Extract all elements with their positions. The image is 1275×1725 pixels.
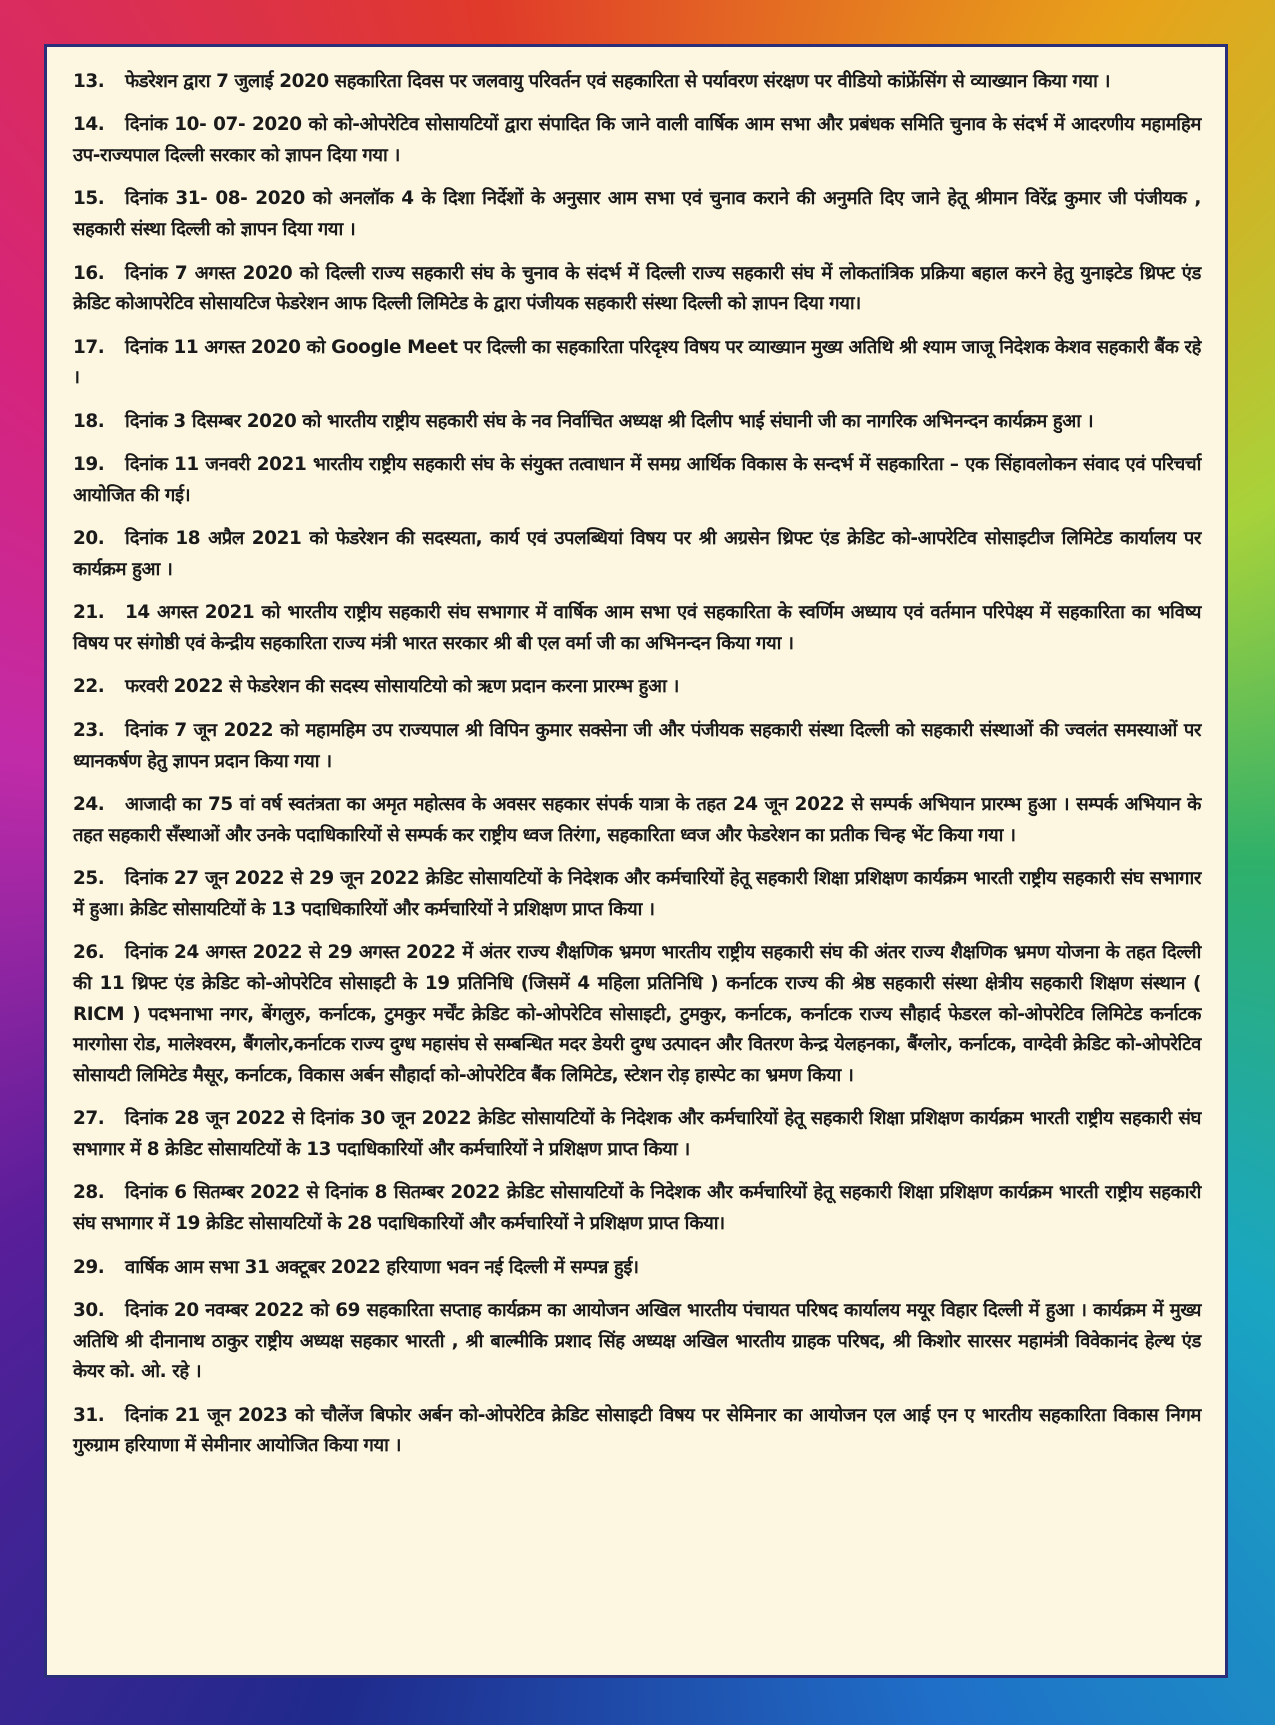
item-text: 14 अगस्त 2021 को भारतीय राष्ट्रीय सहकारी संघ सभागार में वार्षिक आम सभा एवं सहकारिता के स्वर्णिम अध्याय एवं वर्तमान परिपेक्ष्य में सहकारिता का भविष्य विषय पर संगोष्ठी एवं केन्द्रीय सहकारिता राज्य मंत्री भारत सरकार श्री बी एल वर्मा जी का अभिनन्दन किया गया । (73, 602, 1201, 655)
item-number: 21. (73, 602, 105, 624)
item-number: 18. (73, 410, 105, 432)
list-item (73, 1178, 1201, 1239)
item-number: 14. (73, 114, 105, 136)
item-number: 28. (73, 1182, 105, 1204)
item-text: फेडरेशन द्वारा 7 जुलाई 2020 सहकारिता दिवस पर जलवायु परिवर्तन एवं सहकारिता से पर्यावरण संरक्षण पर वीडियो कांफ्रेंसिंग से व्याख्यान किया गया । (125, 71, 1111, 92)
list-item (73, 1104, 1201, 1165)
document-panel (44, 44, 1228, 1678)
list-item (73, 110, 1201, 171)
item-text: दिनांक 27 जून 2022 से 29 जून 2022 क्रेडिट सोसायटियों के निदेशक और कर्मचारियों हेतू सहकारी शिक्षा प्रशिक्षण कार्यक्रम भारती राष्ट्रीय सहकारी संघ सभागार में हुआ। क्रेडिट सोसायटियों के 13 पदाधिकारियों और कर्मचारियों ने प्रशिक्षण प्राप्त किया । (73, 868, 1201, 920)
item-text: दिनांक 6 सितम्बर 2022 से दिनांक 8 सितम्बर 2022 क्रेडिट सोसायटियों के निदेशक और कर्मचारियों हेतू सहकारी शिक्षा प्रशिक्षण कार्यक्रम भारती राष्ट्रीय सहकारी संघ सभागार में 19 क्रेडिट सोसायटियों के 28 पदाधिकारियों और कर्मचारियों ने प्रशिक्षण प्राप्त किया। (73, 1182, 1201, 1235)
item-text: फरवरी 2022 से फेडरेशन की सदस्य सोसायटियो को ऋण प्रदान करना प्रारम्भ हुआ । (125, 676, 679, 698)
activity-list (73, 67, 1201, 1462)
list-item (73, 524, 1201, 585)
item-text: दिनांक 21 जून 2023 को चौलेंज बिफोर अर्बन को-ओपरेटिव क्रेडिट सोसाइटी विषय पर सेमिनार का आयोजन एल आई एन ए भारतीय सहकारिता विकास निगम गुरुग्राम हरियाणा में सेमीनार आयोजित किया गया । (73, 1404, 1201, 1457)
item-text: आजादी का 75 वां वर्ष स्वतंत्रता का अमृत महोत्सव के अवसर सहकार संपर्क यात्रा के तहत 24 जून 2022 से सम्पर्क अभियान प्रारम्भ हुआ । सम्पर्क अभियान के तहत सहकारी सँस्थाओं और उनके पदाधिकारियों से सम्पर्क कर राष्ट्रीय ध्वज तिरंगा, सहकारिता ध्वज और फेडरेशन का प्रतीक चिन्ह भेंट किया गया । (73, 793, 1201, 846)
list-item (73, 450, 1201, 511)
item-text: वार्षिक आम सभा 31 अक्टूबर 2022 हरियाणा भवन नई दिल्ली में सम्पन्न हुई। (125, 1256, 639, 1278)
item-number: 13. (73, 71, 105, 92)
list-item (73, 790, 1201, 851)
list-item (73, 938, 1201, 1092)
item-number: 15. (73, 188, 105, 210)
list-item (73, 716, 1201, 777)
item-number: 25. (73, 868, 105, 890)
item-number: 26. (73, 942, 105, 964)
item-number: 17. (73, 336, 105, 358)
item-number: 29. (73, 1256, 105, 1278)
item-text: दिनांक 31- 08- 2020 को अनलॉक 4 के दिशा निर्देशों के अनुसार आम सभा एवं चुनाव कराने की अनुमति दिए जाने हेतू श्रीमान विरेंद्र कुमार जी पंजीयक , सहकारी संस्था दिल्ली को ज्ञापन दिया गया । (73, 188, 1201, 241)
item-number: 22. (73, 676, 105, 698)
item-text: दिनांक 10- 07- 2020 को को-ओपरेटिव सोसायटियों द्वारा संपादित कि जाने वाली वार्षिक आम सभा और प्रबंधक समिति चुनाव के संदर्भ में आदरणीय महामहिम उप-राज्यपाल दिल्ली सरकार को ज्ञापन दिया गया । (73, 114, 1201, 167)
list-item (73, 864, 1201, 925)
list-item (73, 333, 1201, 394)
list-item (73, 67, 1201, 98)
list-item (73, 672, 1201, 703)
item-text: दिनांक 24 अगस्त 2022 से 29 अगस्त 2022 में अंतर राज्य शैक्षणिक भ्रमण भारतीय राष्ट्रीय सहकारी संघ की अंतर राज्य शैक्षणिक भ्रमण योजना के तहत दिल्ली की 11 थ्रिफ्ट एंड क्रेडिट को-ओपरेटिव सोसाइटी के 19 प्रतिनिधि (जिसमें 4 महिला प्रतिनिधि ) कर्नाटक राज्य की श्रेष्ठ सहकारी संस्था क्षेत्रीय सहकारी शिक्षण संस्थान ( RICM ) पदभनाभा नगर, बेंगलुरु, कर्नाटक, टुमकुर मर्चेंट क्रेडिट को-ओपरेटिव सोसाइटी, टुमकुर, कर्नाटक, कर्नाटक राज्य सौहार्द फेडरल को-ओपरेटिव लिमिटेड कर्नाटक मारगोसा रोड, मालेश्वरम, बैंगलोर,कर्नाटक राज्य दुग्ध महासंघ से सम्बन्धित मदर डेयरी दुग्ध उत्पादन और वितरण केन्द्र येलहनका, बैंग्लोर, कर्नाटक, वाग्देवी क्रेडिट को-ओपरेटिव सोसायटी लिमिटेड मैसूर, कर्नाटक, विकास अर्बन सौहार्दा को-ओपरेटिव बैंक लिमिटेड, स्टेशन रोड़ हास्पेट का भ्रमण किया । (73, 942, 1201, 1086)
item-text: दिनांक 3 दिसम्बर 2020 को भारतीय राष्ट्रीय सहकारी संघ के नव निर्वाचित अध्यक्ष श्री दिलीप भाई संघानी जी का नागरिक अभिनन्दन कार्यक्रम हुआ । (125, 410, 1094, 432)
item-number: 19. (73, 454, 105, 476)
item-number: 20. (73, 528, 105, 550)
item-number: 27. (73, 1108, 105, 1130)
list-item (73, 1401, 1201, 1462)
item-text: दिनांक 7 अगस्त 2020 को दिल्ली राज्य सहकारी संघ के चुनाव के संदर्भ में दिल्ली राज्य सहकारी संघ में लोकतांत्रिक प्रक्रिया बहाल करने हेतु युनाइटेड थ्रिफ्ट एंड क्रेडिट कोआपरेटिव सोसायटिज फेडरेशन आफ दिल्ली लिमिटेड के द्वारा पंजीयक सहकारी संस्था दिल्ली को ज्ञापन दिया गया। (73, 262, 1201, 315)
list-item (73, 407, 1201, 438)
item-text: दिनांक 20 नवम्बर 2022 को 69 सहकारिता सप्ताह कार्यक्रम का आयोजन अखिल भारतीय पंचायत परिषद कार्यालय मयूर विहार दिल्ली में हुआ । कार्यक्रम में मुख्य अतिथि श्री दीनानाथ ठाकुर राष्ट्रीय अध्यक्ष सहकार भारती , श्री बाल्मीकि प्रशाद सिंह अध्यक्ष अखिल भारतीय ग्राहक परिषद, श्री किशोर सारसर महामंत्री विवेकानंद हेल्थ एंड केयर को. ओ. रहे । (73, 1299, 1201, 1383)
item-text: दिनांक 28 जून 2022 से दिनांक 30 जून 2022 क्रेडिट सोसायटियों के निदेशक और कर्मचारियों हेतू सहकारी शिक्षा प्रशिक्षण कार्यक्रम भारती राष्ट्रीय सहकारी संघ सभागार में 8 क्रेडिट सोसायटियों के 13 पदाधिकारियों और कर्मचारियों ने प्रशिक्षण प्राप्त किया । (73, 1108, 1201, 1161)
list-item (73, 1253, 1201, 1284)
item-number: 31. (73, 1404, 105, 1426)
item-text: दिनांक 18 अप्रैल 2021 को फेडरेशन की सदस्यता, कार्य एवं उपलब्धियां विषय पर श्री अग्रसेन थ्रिफ्ट एंड क्रेडिट को-आपरेटिव सोसाइटीज लिमिटेड कार्यालय पर कार्यक्रम हुआ । (73, 528, 1201, 580)
item-text: दिनांक 11 जनवरी 2021 भारतीय राष्ट्रीय सहकारी संघ के संयुक्त तत्वाधान में समग्र आर्थिक विकास के सन्दर्भ में सहकारिता – एक सिंहावलोकन संवाद एवं परिचर्चा आयोजित की गई। (73, 454, 1201, 506)
list-item (73, 598, 1201, 659)
list-item (73, 259, 1201, 320)
item-number: 23. (73, 719, 105, 741)
list-item (73, 184, 1201, 245)
list-item (73, 1296, 1201, 1388)
item-text: दिनांक 7 जून 2022 को महामहिम उप राज्यपाल श्री विपिन कुमार सक्सेना जी और पंजीयक सहकारी संस्था दिल्ली को सहकारी संस्थाओं की ज्वलंत समस्याओं पर ध्यानकर्षण हेतु ज्ञापन प्रदान किया गया । (73, 719, 1201, 772)
item-number: 16. (73, 262, 105, 284)
item-number: 30. (73, 1299, 105, 1321)
item-text: दिनांक 11 अगस्त 2020 को Google Meet पर दिल्ली का सहकारिता परिदृश्य विषय पर व्याख्यान मुख्य अतिथि श्री श्याम जाजू निदेशक केशव सहकारी बैंक रहे । (73, 336, 1201, 389)
item-number: 24. (73, 793, 105, 815)
